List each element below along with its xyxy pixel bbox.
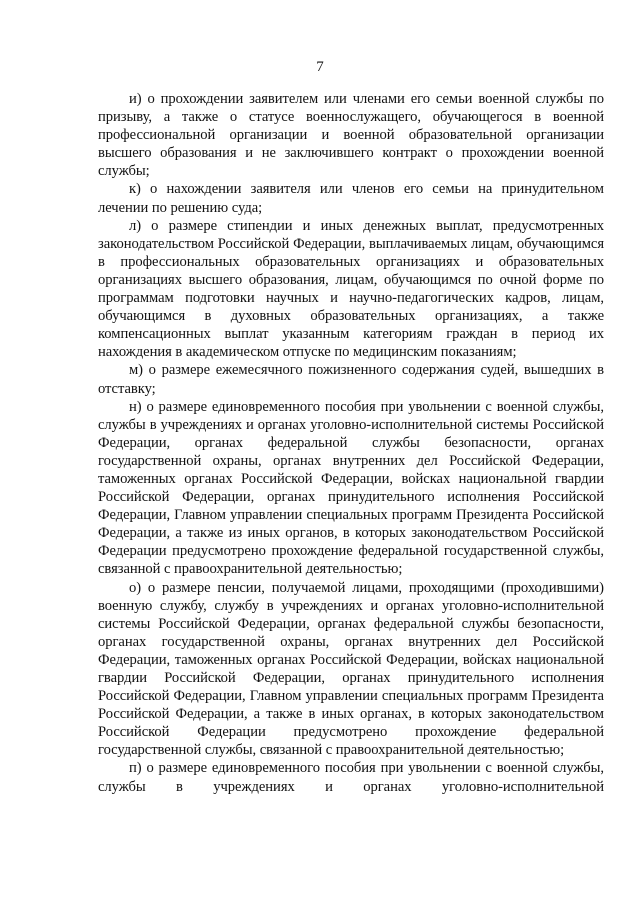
paragraph-l: л) о размере стипендии и иных денежных выплат, предусмотренных законодательством Российской Федерации, выплачиваемых лицам, обучающимся в профессиональных образовательных организациях и образовательных организациях высшего образования, лицам, обучающимся по очной форме по программам подготовки научных и научно-педагогических кадров, лицам, обучающимся в духовных образовательных организациях, а также компенсационных выплат указанным категориям граждан в период их нахождения в академическом отпуске по медицинским показаниям; [98, 217, 604, 361]
paragraph-o: о) о размере пенсии, получаемой лицами, проходящими (проходившими) военную службу, службу в учреждениях и органах уголовно-исполнительной системы Российской Федерации, органах федеральной службы безопасности, органах государственной охраны, органах внутренних дел Российской Федерации, таможенных органах Российской Федерации, войсках национальной гвардии Российской Федерации, органах принудительного исполнения Российской Федерации, Главном управлении специальных программ Президента Российской Федерации, а также в иных органах, в которых законодательством Российской Федерации предусмотрено прохождение федеральной государственной службы, связанной с правоохранительной деятельностью; [98, 579, 604, 759]
paragraph-i: и) о прохождении заявителем или членами его семьи военной службы по призыву, а также о статусе военнослужащего, обучающегося в военной профессиональной организации и военной образовательной организации высшего образования и не заключившего контракт о прохождении военной службы; [98, 91, 604, 180]
document-body [98, 90, 604, 796]
paragraph-m: м) о размере ежемесячного пожизненного содержания судей, вышедших в отставку; [98, 362, 604, 397]
paragraph-n: н) о размере единовременного пособия при увольнении с военной службы, службы в учреждениях и органах уголовно-исполнительной системы Российской Федерации, органах федеральной службы безопасности, органах государственной охраны, органах внутренних дел Российской Федерации, таможенных органах Российской Федерации, войсках национальной гвардии Российской Федерации, органах принудительного исполнения Российской Федерации, Главном управлении специальных программ Президента Российской Федерации, а также из иных органов, в которых законодательством Российской Федерации предусмотрено прохождение федеральной государственной службы, связанной с правоохранительной деятельностью; [98, 398, 604, 578]
paragraph-k: к) о нахождении заявителя или членов его семьи на принудительном лечении по решению суда; [98, 181, 604, 216]
page-number: 7 [316, 59, 324, 75]
paragraph-p: п) о размере единовременного пособия при увольнении с военной службы, службы в учреждениях и органах уголовно-исполнительной [98, 760, 604, 795]
